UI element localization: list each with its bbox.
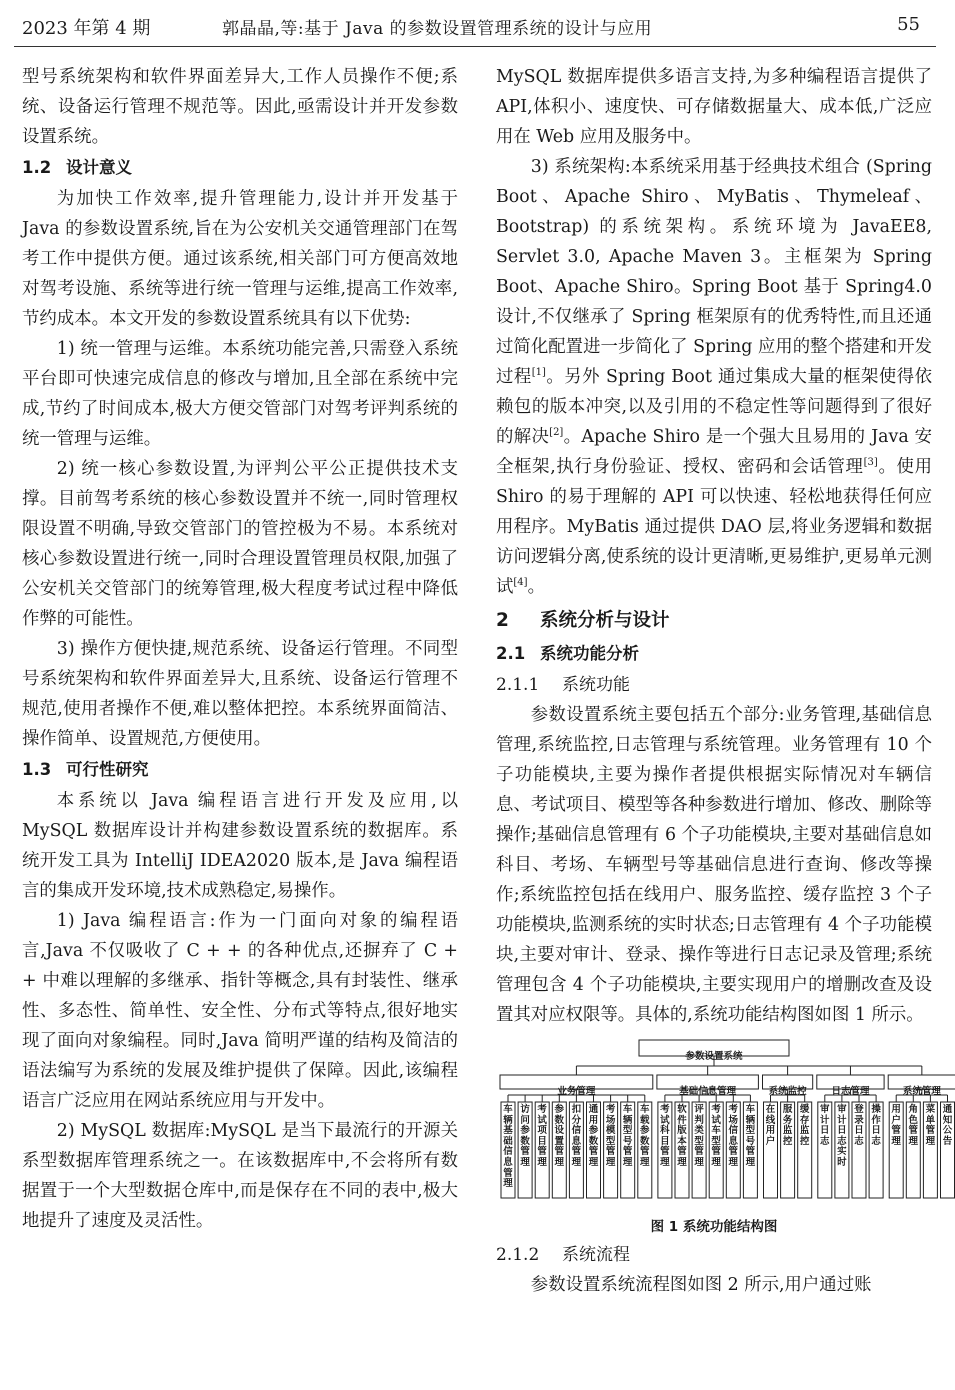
running-title: 郭晶晶,等:基于 Java 的参数设置管理系统的设计与应用 xyxy=(222,19,653,39)
leaf-label: 审计日志 xyxy=(820,1104,830,1147)
text-run: 。 xyxy=(527,577,545,597)
leaf-label: 参数设置管理 xyxy=(554,1104,565,1168)
leaf-label: 角色管理 xyxy=(908,1104,919,1147)
leaf-label: 审计日志实时 xyxy=(837,1104,847,1168)
leaf-label: 菜单管理 xyxy=(925,1104,936,1147)
header-rule xyxy=(14,46,936,47)
right-column xyxy=(496,62,953,1300)
section-heading-2-1 xyxy=(496,639,932,669)
section-heading-1-2 xyxy=(22,153,458,183)
group-label: 系统管理 xyxy=(902,1085,941,1097)
leaf-label: 考试车型管理 xyxy=(711,1104,721,1168)
page-header xyxy=(0,0,950,48)
leaf-label: 通知公告 xyxy=(942,1104,953,1147)
section-title: 系统功能 xyxy=(562,675,630,695)
section-title: 设计意义 xyxy=(66,158,132,177)
section-number: 2.1.2 xyxy=(496,1245,540,1265)
paragraph-architecture xyxy=(496,152,932,602)
leaf-label: 服务监控 xyxy=(782,1104,793,1147)
paragraph: MySQL 数据库提供多语言支持,为多种编程语言提供了 API,体积小、速度快、可存储数据量大、成本低,广泛应用在 Web 应用及服务中。 xyxy=(496,67,932,147)
text-run: 。使用 Shiro 的易于理解的 API 可以快速、轻松地获得任何应用程序。MyBatis 通过提供 DAO 层,将业务逻辑和数据访问逻辑分离,使系统的设计更清晰,更易维护,更易单元测试 xyxy=(496,457,932,597)
leaf-label: 车辆型号管理 xyxy=(745,1104,756,1168)
section-title: 系统功能分析 xyxy=(540,644,639,663)
section-number: 2.1 xyxy=(496,644,526,663)
leaf-label: 考场信息管理 xyxy=(728,1104,739,1168)
text-run: 。Apache Shiro 是一个强大且易用的 Java 安全框架,执行身份验证、授权、密码和会话管理 xyxy=(496,427,932,477)
paragraph: 为加快工作效率,提升管理能力,设计并开发基于 Java 的参数设置系统,旨在为公安机关交通管理部门在驾考工作中提供方便。通过该系统,相关部门可方便高效地对驾考设施、系统等进行统一管理与运维,提高工作效率,节约成本。本文开发的参数设置系统具有以下优势: xyxy=(22,189,458,329)
section-number: 2.1.1 xyxy=(496,675,540,695)
citation[interactable]: [3] xyxy=(863,457,878,469)
leaf-label: 考场模型管理 xyxy=(605,1104,616,1168)
leaf-label: 通用参数管理 xyxy=(588,1104,599,1168)
leaf-label: 考试科目管理 xyxy=(660,1104,670,1168)
section-heading-2-1-1 xyxy=(496,670,932,700)
leaf-label: 缓存监控 xyxy=(799,1104,810,1147)
leaf-label: 车载参数管理 xyxy=(640,1104,650,1168)
root-label: 参数设置系统 xyxy=(685,1051,743,1062)
section-title: 可行性研究 xyxy=(66,760,149,779)
leaf-label: 访问参数管理 xyxy=(520,1104,530,1168)
citation[interactable]: [1] xyxy=(531,367,546,379)
leaf-label: 车辆型号管理 xyxy=(622,1104,633,1168)
section-heading-1-3 xyxy=(22,755,458,785)
group-label: 基础信息管理 xyxy=(679,1085,737,1097)
leaf-label: 用户管理 xyxy=(891,1104,901,1147)
text-run: 3) 系统架构:本系统采用基于经典技术组合 (Spring Boot、Apache Shiro、MyBatis、Thymeleaf、Bootstrap) 的系统架构。系统环境为 JavaEE8, Servlet 3.0, Apache Maven 3。主框架为 Spring Boot、Apache Shiro。Spring Boot 基于 Spring4.0 设计,不仅继承了 Spring 框架原有的优秀特性,而且还通过简化配置进一步简化了 Spring 应用的整个搭建和开发过程 xyxy=(496,157,932,387)
section-number: 1.2 xyxy=(22,158,52,177)
leaf-label: 车辆基础信息管理 xyxy=(503,1104,513,1190)
paragraph: 3) 操作方便快捷,规范系统、设备运行管理。不同型号系统架构和软件界面差异大,且系统、设备运行管理不规范,使用者操作不便,难以整体把控。本系统界面简洁、操作简单、设置规范,方便使用。 xyxy=(22,639,458,749)
leaf-label: 在线用户 xyxy=(765,1104,776,1147)
section-number: 1.3 xyxy=(22,760,52,779)
paragraph: 本系统以 Java 编程语言进行开发及应用,以 MySQL 数据库设计并构建参数设置系统的数据库。系统开发工具为 IntelliJ IDEA2020 版本,是 Java 编程语言的集成开发环境,技术成熟稳定,易操作。 xyxy=(22,791,458,901)
text-run: 。另外 Spring Boot 通过集成大量的框架使得依赖包的版本冲突,以及引用的不稳定性等问题得到了很好的解决 xyxy=(496,367,932,447)
paragraph: 1) 统一管理与运维。本系统功能完善,只需登入系统平台即可快速完成信息的修改与增加,且全部在系统中完成,节约了时间成本,极大方便交管部门对驾考评判系统的统一管理与运维。 xyxy=(22,339,458,449)
section-title: 系统流程 xyxy=(562,1245,630,1265)
leaf-label: 操作日志 xyxy=(871,1104,881,1147)
page-number: 55 xyxy=(897,14,920,35)
citation[interactable]: [2] xyxy=(549,427,564,439)
left-column xyxy=(22,62,458,1236)
figure-caption: 图 1 系统功能结构图 xyxy=(650,1219,778,1235)
leaf-label: 考试项目管理 xyxy=(537,1104,547,1168)
group-label: 日志管理 xyxy=(831,1085,870,1097)
group-label: 业务管理 xyxy=(557,1085,596,1097)
section-heading-2-1-2 xyxy=(496,1240,932,1270)
section-title: 系统分析与设计 xyxy=(540,610,670,631)
section-number: 2 xyxy=(496,610,509,631)
leaf-label: 扣分信息管理 xyxy=(571,1104,582,1168)
journal-issue: 2023 年第 4 期 xyxy=(22,18,151,39)
paragraph: 2) MySQL 数据库:MySQL 是当下最流行的开源关系型数据库管理系统之一。在该数据库中,不会将所有数据置于一个大型数据仓库中,而是保存在不同的表中,极大地提升了速度及灵活性。 xyxy=(22,1121,458,1231)
leaf-label: 登录日志 xyxy=(854,1104,864,1147)
paragraph: 参数设置系统主要包括五个部分:业务管理,基础信息管理,系统监控,日志管理与系统管理。业务管理有 10 个子功能模块,主要为操作者提供根据实际情况对车辆信息、考试项目、模型等各种参数进行增加、修改、删除等操作;基础信息管理有 6 个子功能模块,主要对基础信息如科目、考场、车辆型号等基础信息进行查询、修改等操作;系统监控包括在线用户、服务监控、缓存监控 3 个子功能模块,监测系统的实时状态;日志管理有 4 个子功能模块,主要对审计、登录、操作等进行日志记录及管理;系统管理包含 4 个子功能模块,主要实现用户的增删改查及设置其对应权限等。具体的,系统功能结构图如图 1 所示。 xyxy=(496,705,932,1025)
leaf-label: 评判类型管理 xyxy=(694,1104,704,1168)
citation[interactable]: [4] xyxy=(513,577,528,589)
paragraph: 型号系统架构和软件界面差异大,工作人员操作不便;系统、设备运行管理不规范等。因此,亟需设计并开发参数设置系统。 xyxy=(22,67,458,147)
function-structure-figure xyxy=(496,1038,953,1214)
group-label: 系统监控 xyxy=(768,1085,807,1097)
paragraph: 1) Java 编程语言:作为一门面向对象的编程语言,Java 不仅吸收了 C + + 的各种优点,还摒弃了 C + + 中难以理解的多继承、指针等概念,具有封装性、继承性、多态性、简单性、安全性、分布式等特点,很好地实现了面向对象编程。同时,Java 简明严谨的结构及简洁的语法编写为系统的发展及维护提供了保障。因此,该编程语言广泛应用在网站系统应用与开发中。 xyxy=(22,911,458,1111)
leaf-label: 软件版本管理 xyxy=(677,1104,687,1168)
paragraph: 2) 统一核心参数设置,为评判公平公正提供技术支撑。目前驾考系统的核心参数设置并不统一,同时管理权限设置不明确,导致交管部门的管控极为不易。本系统对核心参数设置进行统一,同时合理设置管理员权限,加强了公安机关交管部门的统筹管理,极大程度考试过程中降低作弊的可能性。 xyxy=(22,459,458,629)
section-heading-2 xyxy=(496,606,932,636)
paragraph: 参数设置系统流程图如图 2 所示,用户通过账 xyxy=(530,1275,872,1295)
